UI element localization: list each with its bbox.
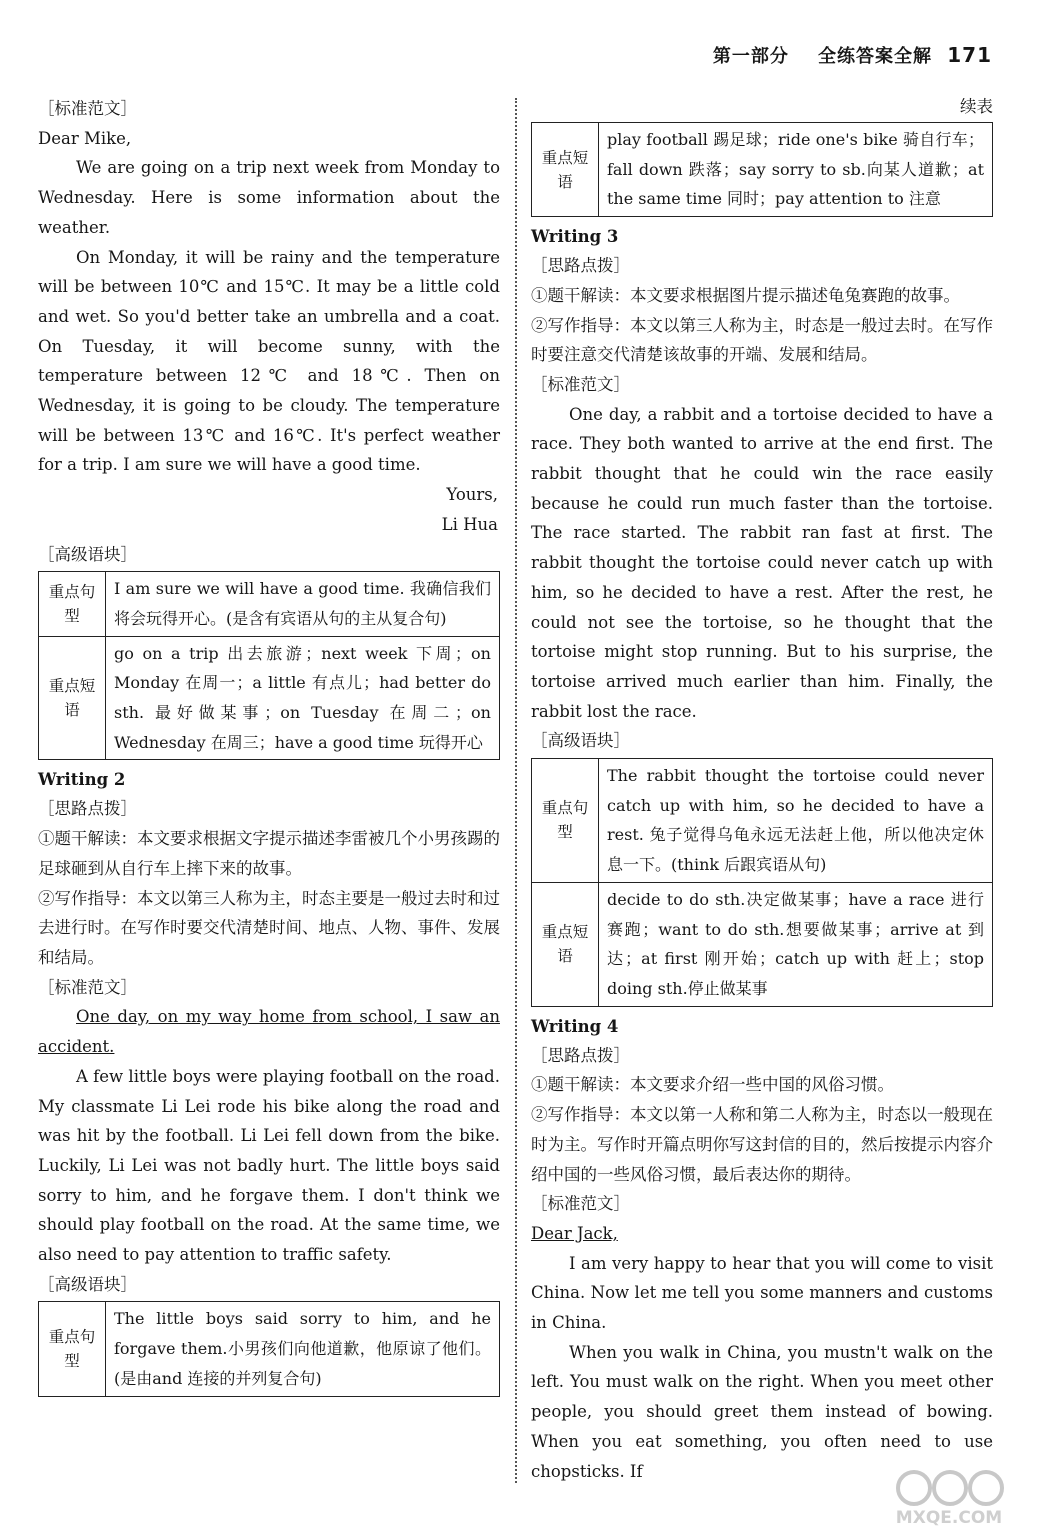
row-label: 重点短语 <box>532 882 599 1006</box>
standard-essay-label: ［标准范文］ <box>531 374 630 394</box>
letter-closing: Yours, <box>446 485 498 505</box>
letter-paragraph: When you walk in China, you mustn't walk on the left. You must walk on the right. When you meet other people, you should greet them instead of bowing. When you eat something, you often need to use chopsticks. If <box>531 1342 993 1481</box>
row-label: 重点短语 <box>532 123 599 217</box>
right-column <box>531 94 993 1486</box>
phrase-table <box>38 1301 500 1396</box>
row-content: The little boys said sorry to him, and he forgave them.小男孩们向他道歉，他原谅了他们。(是由and 连接的并列复合句) <box>106 1302 500 1396</box>
standard-essay-label: ［标准范文］ <box>38 977 137 997</box>
page-header <box>713 42 992 68</box>
standard-essay-label: ［标准范文］ <box>38 99 137 118</box>
watermark-text: MXQE.COM <box>895 1508 1003 1528</box>
underlined-sentence: One day, on my way home from school, I saw an accident. <box>38 1007 500 1057</box>
continued-label: 续表 <box>960 97 993 116</box>
tip-line: ①题干解读：本文要求根据文字提示描述李雷被几个小男孩踢的足球砸到从自行车上摔下来的故事。 <box>38 829 500 878</box>
table-row <box>39 1302 500 1396</box>
letter-paragraph: I am very happy to hear that you will come to visit China. Now let me tell you some manners and customs in China. <box>531 1253 993 1333</box>
table-row <box>532 882 993 1006</box>
row-content: go on a trip 出去旅游；next week 下周；on Monday 在周一；a little 有点儿；had better do sth. 最好做某事；on Tuesday 在周二；on Wednesday 在周三；have a good time 玩得开心 <box>106 636 500 760</box>
header-title: 全练答案全解 <box>817 46 932 67</box>
row-content: I am sure we will have a good time. 我确信我们将会玩得开心。(是含有宾语从句的主从复合句) <box>106 572 500 636</box>
standard-essay-label: ［标准范文］ <box>531 1194 630 1214</box>
column-divider <box>515 98 517 1483</box>
header-section: 第一部分 <box>712 46 789 67</box>
essay-first-sentence <box>38 1002 500 1061</box>
writing-2-title: Writing 2 <box>38 770 126 790</box>
writing-4-title: Writing 4 <box>531 1016 619 1036</box>
tips-label: ［思路点拨］ <box>531 1045 630 1065</box>
tips-label: ［思路点拨］ <box>531 256 630 276</box>
row-content: decide to do sth.决定做某事；have a race 进行赛跑；want to do sth.想要做某事；arrive at 到达；at first 刚开始；catch up with 赶上；stop doing sth.停止做某事 <box>599 882 993 1006</box>
left-column <box>38 94 500 1403</box>
advanced-chunks-label: ［高级语块］ <box>38 544 137 564</box>
essay-paragraph: A few little boys were playing football on the road. My classmate Li Lei rode his bike along the road and was hit by the football. Li Lei fell down from the bike. Luckily, Li Lei was not badly hurt. The little boys said sorry to him, and he forgave them. I don't think we should play football on the road. At the same time, we also need to pay attention to traffic safety. <box>38 1066 500 1265</box>
letter-signature: Li Hua <box>441 514 498 534</box>
table-row <box>532 759 993 883</box>
greeting-text: Dear Jack, <box>531 1223 618 1243</box>
advanced-chunks-label: ［高级语块］ <box>38 1274 137 1294</box>
tip-line: ①题干解读：本文要求根据图片提示描述龟兔赛跑的故事。 <box>531 285 960 305</box>
row-label: 重点句型 <box>532 759 599 883</box>
letter-paragraph: On Monday, it will be rainy and the temperature will be between 10℃ and 15℃. It may be a little cold and wet. So you'd better take an umbrella and a coat. On Tuesday, it will become sunny, with the temperature between 12℃ and 18℃. Then on Wednesday, it is going to be cloudy. The temperature will be between 13℃ and 16℃. It's perfect weather for a trip. I am sure we will have a good time. <box>38 247 500 475</box>
phrase-table <box>531 758 993 1007</box>
tip-line: ②写作指导：本文以第三人称为主，时态主要是一般过去时和过去进行时。在写作时要交代清楚时间、地点、人物、事件、发展和结局。 <box>38 888 500 967</box>
tip-line: ①题干解读：本文要求介绍一些中国的风俗习惯。 <box>531 1075 894 1095</box>
tips-label: ［思路点拨］ <box>38 799 137 819</box>
row-label: 重点句型 <box>39 572 106 636</box>
phrase-table <box>38 571 500 760</box>
advanced-chunks-label: ［高级语块］ <box>531 731 630 751</box>
table-row <box>39 636 500 760</box>
writing-3-title: Writing 3 <box>531 227 619 247</box>
row-label: 重点句型 <box>39 1302 106 1396</box>
letter-greeting: Dear Mike, <box>38 128 132 148</box>
row-content: The rabbit thought the tortoise could never catch up with him, so he decided to have a rest. 兔子觉得乌龟永远无法赶上他，所以他决定休息一下。(think 后跟宾语从句) <box>599 759 993 883</box>
page-number: 171 <box>947 43 992 67</box>
row-content: play football 踢足球；ride one's bike 骑自行车；fall down 跌落；say sorry to sb.向某人道歉；at the same time 同时；pay attention to 注意 <box>599 123 993 217</box>
tip-line: ②写作指导：本文以第一人称和第二人称为主，时态以一般现在时为主。写作时开篇点明你写这封信的目的，然后按提示内容介绍中国的一些风俗习惯，最后表达你的期待。 <box>531 1105 993 1184</box>
essay-paragraph: One day, a rabbit and a tortoise decided to have a race. They both wanted to arrive at the end first. The rabbit thought that he could win the race easily because he could run much faster than the tortoise. The race started. The rabbit ran fast at first. The rabbit thought the tortoise could never catch up with him, so he decided to have a rest. After the rest, he could not see the tortoise, so he thought that the tortoise might stop running. But to his surprise, the tortoise arrived much earlier than him. Finally, the rabbit lost the race. <box>531 404 993 721</box>
letter-paragraph: We are going on a trip next week from Monday to Wednesday. Here is some information about the weather. <box>38 158 500 237</box>
table-row <box>39 572 500 636</box>
phrase-table-continued <box>531 122 993 217</box>
letter-greeting <box>531 1219 993 1249</box>
table-row <box>532 123 993 217</box>
watermark-logo <box>884 1466 1014 1528</box>
tip-line: ②写作指导：本文以第三人称为主，时态是一般过去时。在写作时要注意交代清楚该故事的开端、发展和结局。 <box>531 315 993 365</box>
row-label: 重点短语 <box>39 636 106 760</box>
